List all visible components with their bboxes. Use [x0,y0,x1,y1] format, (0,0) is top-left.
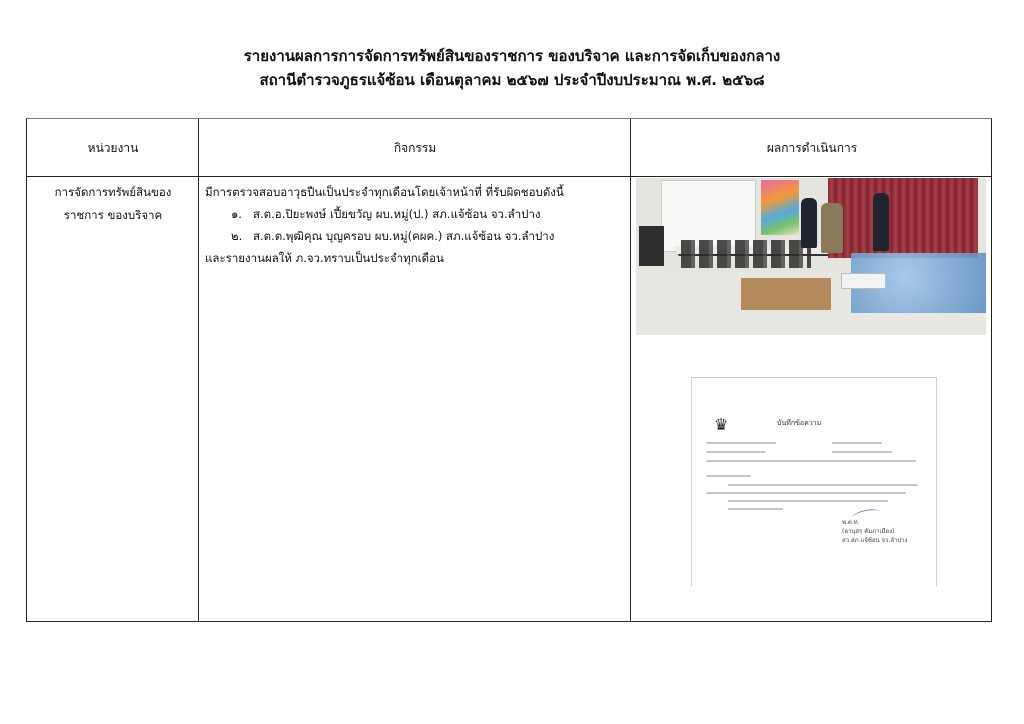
unit-line-2: ราชการ ของบริจาค [63,208,163,222]
memo-document-image [691,377,937,586]
memo-signature-block [842,518,907,545]
photo-boxes [741,278,831,310]
header-activity: กิจกรรม [393,140,437,155]
activity-intro: มีการตรวจสอบอาวุธปืนเป็นประจำทุกเดือนโดยเจ้าหน้าที่ ที่รับผิดชอบดังนี้ [205,185,564,199]
title-line-1: รายงานผลการการจัดการทรัพย์สินของราชการ ของบริจาค และการจัดเก็บของกลาง [243,47,781,65]
unit-line-1: การจัดการทรัพย์สินของ [54,185,172,199]
activity-closing: และรายงานผลให้ ภ.จว.ทราบเป็นประจำทุกเดือน [205,251,444,265]
photo-projector [841,273,886,289]
memo-text-line [706,475,751,477]
unit-cell [27,181,199,227]
memo-title: บันทึกข้อความ [777,419,822,427]
table-header-row [27,119,991,177]
memo-text-line [706,492,906,494]
memo-text-line [728,484,918,486]
memo-text-line [728,508,783,510]
activity-item [205,203,625,225]
inspection-photo [636,178,986,335]
report-title [0,44,1024,92]
memo-signature-rank: พ.ต.ท. [842,519,860,526]
memo-signature-position: สว.สภ.แจ้ซ้อน จว.ลำปาง [842,537,908,544]
title-line-2: สถานีตำรวจภูธรแจ้ซ้อน เดือนตุลาคม ๒๕๖๗ ประจำปีงบประมาณ พ.ศ. ๒๕๖๘ [259,71,765,89]
photo-firearms [681,240,811,268]
photo-wall-map [761,180,799,235]
activity-item-text: ส.ต.ต.พุฒิคุณ บุญครอบ ผบ.หมู่(คผค.) สภ.แจ้ซ้อน จว.ลำปาง [253,229,555,243]
header-unit: หน่วยงาน [87,140,139,155]
photo-person [873,193,889,251]
memo-text-line [832,442,882,444]
activity-item-number: ๒. [231,229,243,243]
photo-person [821,203,843,253]
header-result: ผลการดำเนินการ [766,140,858,155]
activity-cell [205,181,625,269]
memo-text-line [728,500,888,502]
photo-gun-case [639,226,664,266]
memo-text-line [706,451,766,453]
activity-item-number: ๑. [231,207,242,221]
photo-curtain [828,178,978,258]
memo-signature-name: (อานุสร คัมภาเมือง) [842,528,895,535]
photo-person [801,198,817,248]
memo-text-line [706,460,916,462]
activity-item-text: ส.ต.อ.ปิยะพงษ์ เปี้ยขวัญ ผบ.หมู่(ป.) สภ.แจ้ซ้อน จว.ลำปาง [253,207,541,221]
activity-item [205,225,625,247]
memo-text-line [706,442,776,444]
report-table [26,118,992,622]
memo-text-line [832,451,892,453]
garuda-emblem-icon: ♛ [714,415,729,434]
